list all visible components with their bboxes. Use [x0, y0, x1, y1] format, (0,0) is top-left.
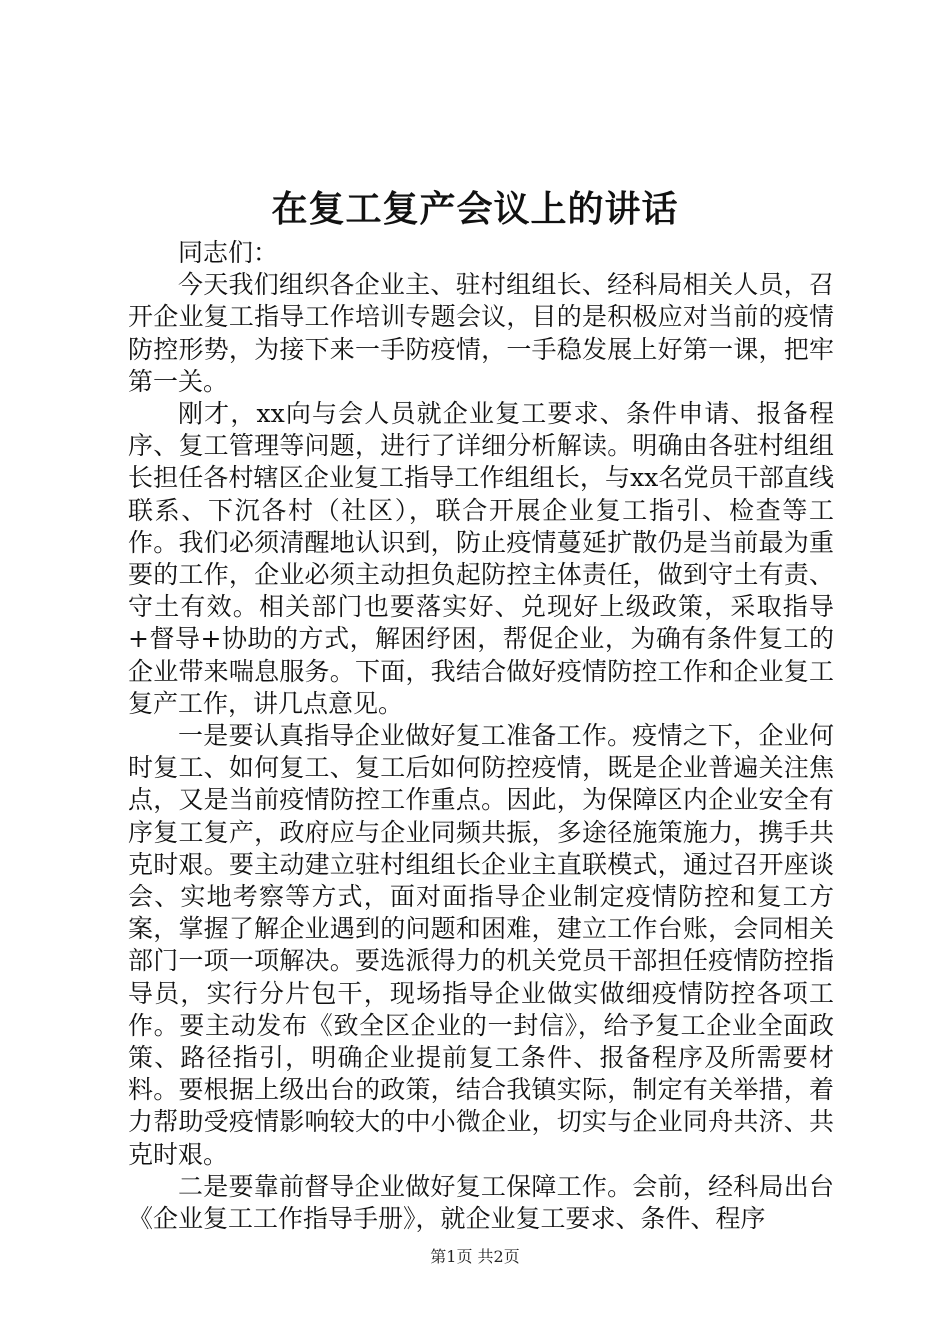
intro-paragraph: 今天我们组织各企业主、驻村组组长、经科局相关人员，召开企业复工指导工作培训专题会议，目的是积极应对当前的疫情防控形势，为接下来一手防疫情，一手稳发展上好第一课，把牢第一关。 [128, 270, 834, 396]
page-footer: 第1页 共2页 [430, 1247, 520, 1266]
salutation-paragraph: 同志们： [178, 238, 279, 267]
document-title: 在复工复产会议上的讲话 [271, 188, 679, 230]
point-one-paragraph: 一是要认真指导企业做好复工准备工作。疫情之下，企业何时复工、如何复工、复工后如何防控疫情，既是企业普遍关注焦点，又是当前疫情防控工作重点。因此，为保障区内企业安全有序复工复产，政府应与企业同频共振，多途径施策施力，携手共克时艰。要主动建立驻村组组长企业主直联模式，通过召开座谈会、实地考察等方式，面对面指导企业制定疫情防控和复工方案，掌握了解企业遇到的问题和困难，建立工作台账，会同相关部门一项一项解决。要选派得力的机关党员干部担任疫情防控指导员，实行分片包干，现场指导企业做实做细疫情防控各项工作。要主动发布《致全区企业的一封信》，给予复工企业全面政策、路径指引，明确企业提前复工条件、报备程序及所需要材料。要根据上级出台的政策，结合我镇实际，制定有关举措，着力帮助受疫情影响较大的中小微企业，切实与企业同舟共济、共克时艰。 [128, 721, 834, 1169]
point-two-paragraph: 二是要靠前督导企业做好复工保障工作。会前，经科局出台《企业复工工作指导手册》，就企业复工要求、条件、程序 [128, 1171, 834, 1234]
background-paragraph: 刚才，xx向与会人员就企业复工要求、条件申请、报备程序、复工管理等问题，进行了详细分析解读。明确由各驻村组组长担任各村辖区企业复工指导工作组组长，与xx名党员干部直线联系、下沉各村（社区），联合开展企业复工指引、检查等工作。我们必须清醒地认识到，防止疫情蔓延扩散仍是当前最为重要的工作，企业必须主动担负起防控主体责任，做到守土有责、守土有效。相关部门也要落实好、兑现好上级政策，采取指导+督导+协助的方式，解困纾困，帮促企业，为确有条件复工的企业带来喘息服务。下面，我结合做好疫情防控工作和企业复工复产工作，讲几点意见。 [128, 399, 834, 718]
document-body [128, 237, 834, 1235]
